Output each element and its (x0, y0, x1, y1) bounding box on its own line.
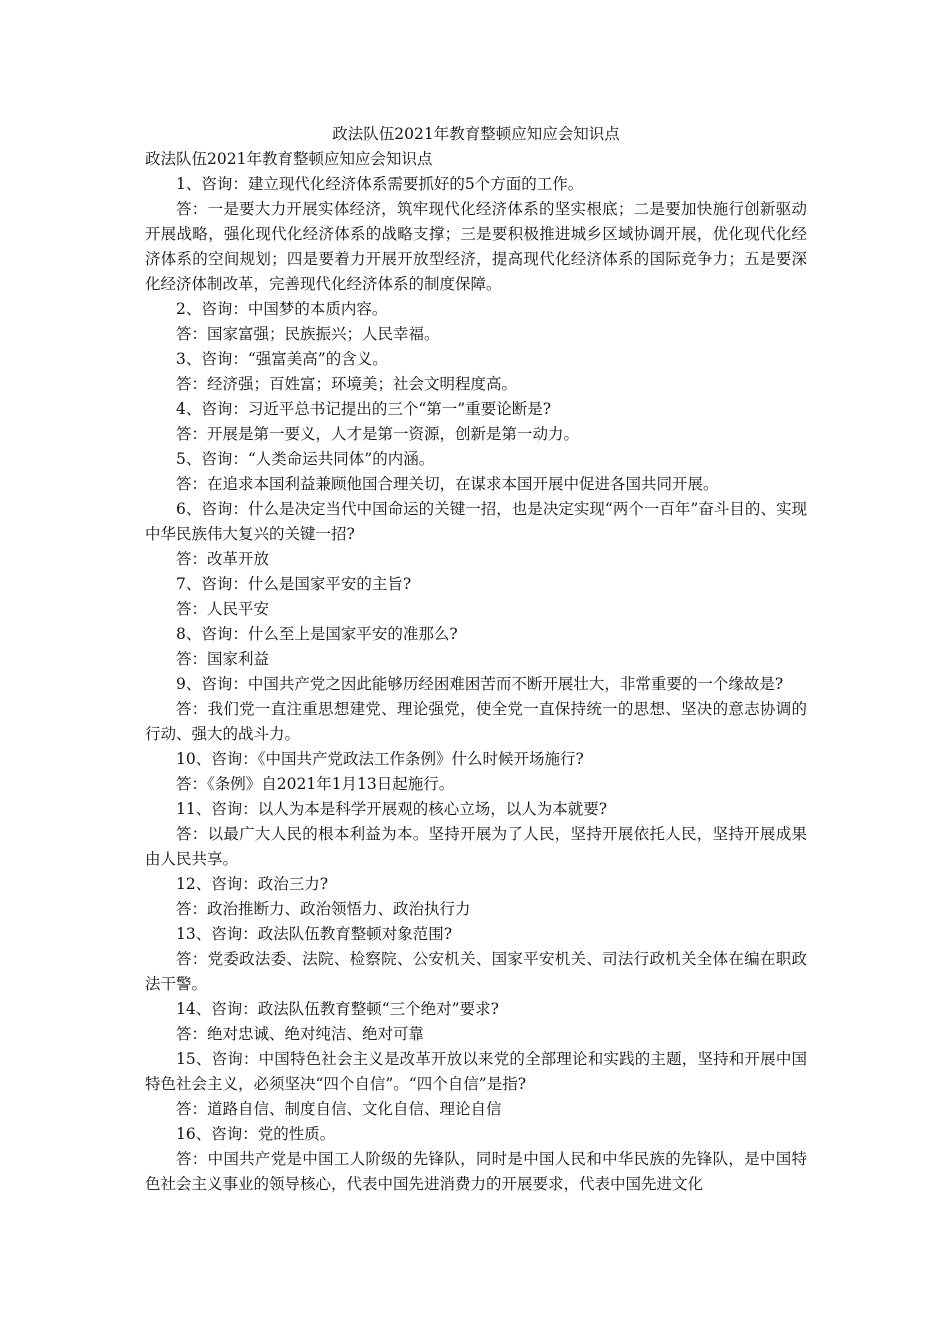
document-paragraph: 答：党委政法委、法院、检察院、公安机关、国家平安机关、司法行政机关全体在编在职政法干警。 (145, 950, 807, 993)
document-paragraph: 答：开展是第一要义，人才是第一资源，创新是第一动力。 (176, 425, 580, 443)
document-paragraph: 答：我们党一直注重思想建党、理论强党，使全党一直保持统一的思想、坚决的意志协调的行动、强大的战斗力。 (145, 700, 807, 743)
document-paragraph: 答：一是要大力开展实体经济，筑牢现代化经济体系的坚实根底；二是要加快施行创新驱动开展战略，强化现代化经济体系的战略支撑；三是要积极推进城乡区域协调开展，优化现代化经济体系的空间规划；四是要着力开展开放型经济，提高现代化经济体系的国际竞争力；五是要深化经济体制改革，完善现代化经济体系的制度保障。 (145, 200, 807, 293)
document-paragraph: 13、咨询：政法队伍教育整顿对象范围? (176, 925, 453, 943)
document-paragraph: 1、咨询：建立现代化经济体系需要抓好的5个方面的工作。 (176, 175, 584, 193)
document-paragraph: 答：国家利益 (176, 650, 270, 668)
document-paragraph: 12、咨询：政治三力? (176, 875, 329, 893)
document-paragraph: 3、咨询：“强富美高”的含义。 (176, 350, 388, 368)
document-paragraph: 7、咨询：什么是国家平安的主旨? (176, 575, 412, 593)
document-paragraph: 答：以最广大人民的根本利益为本。坚持开展为了人民，坚持开展依托人民，坚持开展成果由人民共享。 (145, 825, 807, 868)
document-paragraph: 答：经济强；百姓富；环境美；社会文明程度高。 (176, 375, 518, 393)
document-paragraph: 答：改革开放 (176, 550, 270, 568)
document-paragraph: 答：道路自信、制度自信、文化自信、理论自信 (176, 1100, 502, 1118)
document-paragraph: 答：中国共产党是中国工人阶级的先锋队，同时是中国人民和中华民族的先锋队，是中国特色社会主义事业的领导核心，代表中国先进消费力的开展要求，代表中国先进文化 (145, 1150, 807, 1193)
document-paragraph: 9、咨询：中国共产党之因此能够历经困难困苦而不断开展壮大，非常重要的一个缘故是? (176, 675, 784, 693)
document-page (145, 122, 807, 1197)
document-paragraph: 15、咨询：中国特色社会主义是改革开放以来党的全部理论和实践的主题，坚持和开展中国特色社会主义，必须坚决“四个自信”。“四个自信”是指? (145, 1050, 807, 1093)
document-title: 政法队伍2021年教育整顿应知应会知识点 (332, 125, 620, 143)
document-paragraph: 答：政治推断力、政治领悟力、政治执行力 (176, 900, 471, 918)
document-paragraph: 2、咨询：中国梦的本质内容。 (176, 300, 388, 318)
document-subtitle: 政法队伍2021年教育整顿应知应会知识点 (145, 150, 433, 168)
document-paragraph: 14、咨询：政法队伍教育整顿“三个绝对”要求? (176, 1000, 499, 1018)
document-paragraph: 4、咨询：习近平总书记提出的三个“第一”重要论断是? (176, 400, 552, 418)
document-body (145, 172, 807, 1197)
document-paragraph: 答：绝对忠诚、绝对纯洁、绝对可靠 (176, 1025, 425, 1043)
document-paragraph: 答：《条例》自2021年1月13日起施行。 (176, 775, 455, 793)
document-paragraph: 答：人民平安 (176, 600, 270, 618)
document-paragraph: 答：在追求本国利益兼顾他国合理关切，在谋求本国开展中促进各国共同开展。 (176, 475, 719, 493)
document-paragraph: 16、咨询：党的性质。 (176, 1125, 336, 1143)
document-paragraph: 6、咨询：什么是决定当代中国命运的关键一招，也是决定实现“两个一百年”奋斗目的、实现中华民族伟大复兴的关键一招? (145, 500, 807, 543)
document-paragraph: 10、咨询：《中国共产党政法工作条例》什么时候开场施行? (176, 750, 584, 768)
document-paragraph: 8、咨询：什么至上是国家平安的准那么? (176, 625, 458, 643)
document-paragraph: 答：国家富强；民族振兴；人民幸福。 (176, 325, 440, 343)
document-paragraph: 5、咨询：“人类命运共同体”的内涵。 (176, 450, 435, 468)
document-paragraph: 11、咨询：以人为本是科学开展观的核心立场，以人为本就要? (176, 800, 608, 818)
